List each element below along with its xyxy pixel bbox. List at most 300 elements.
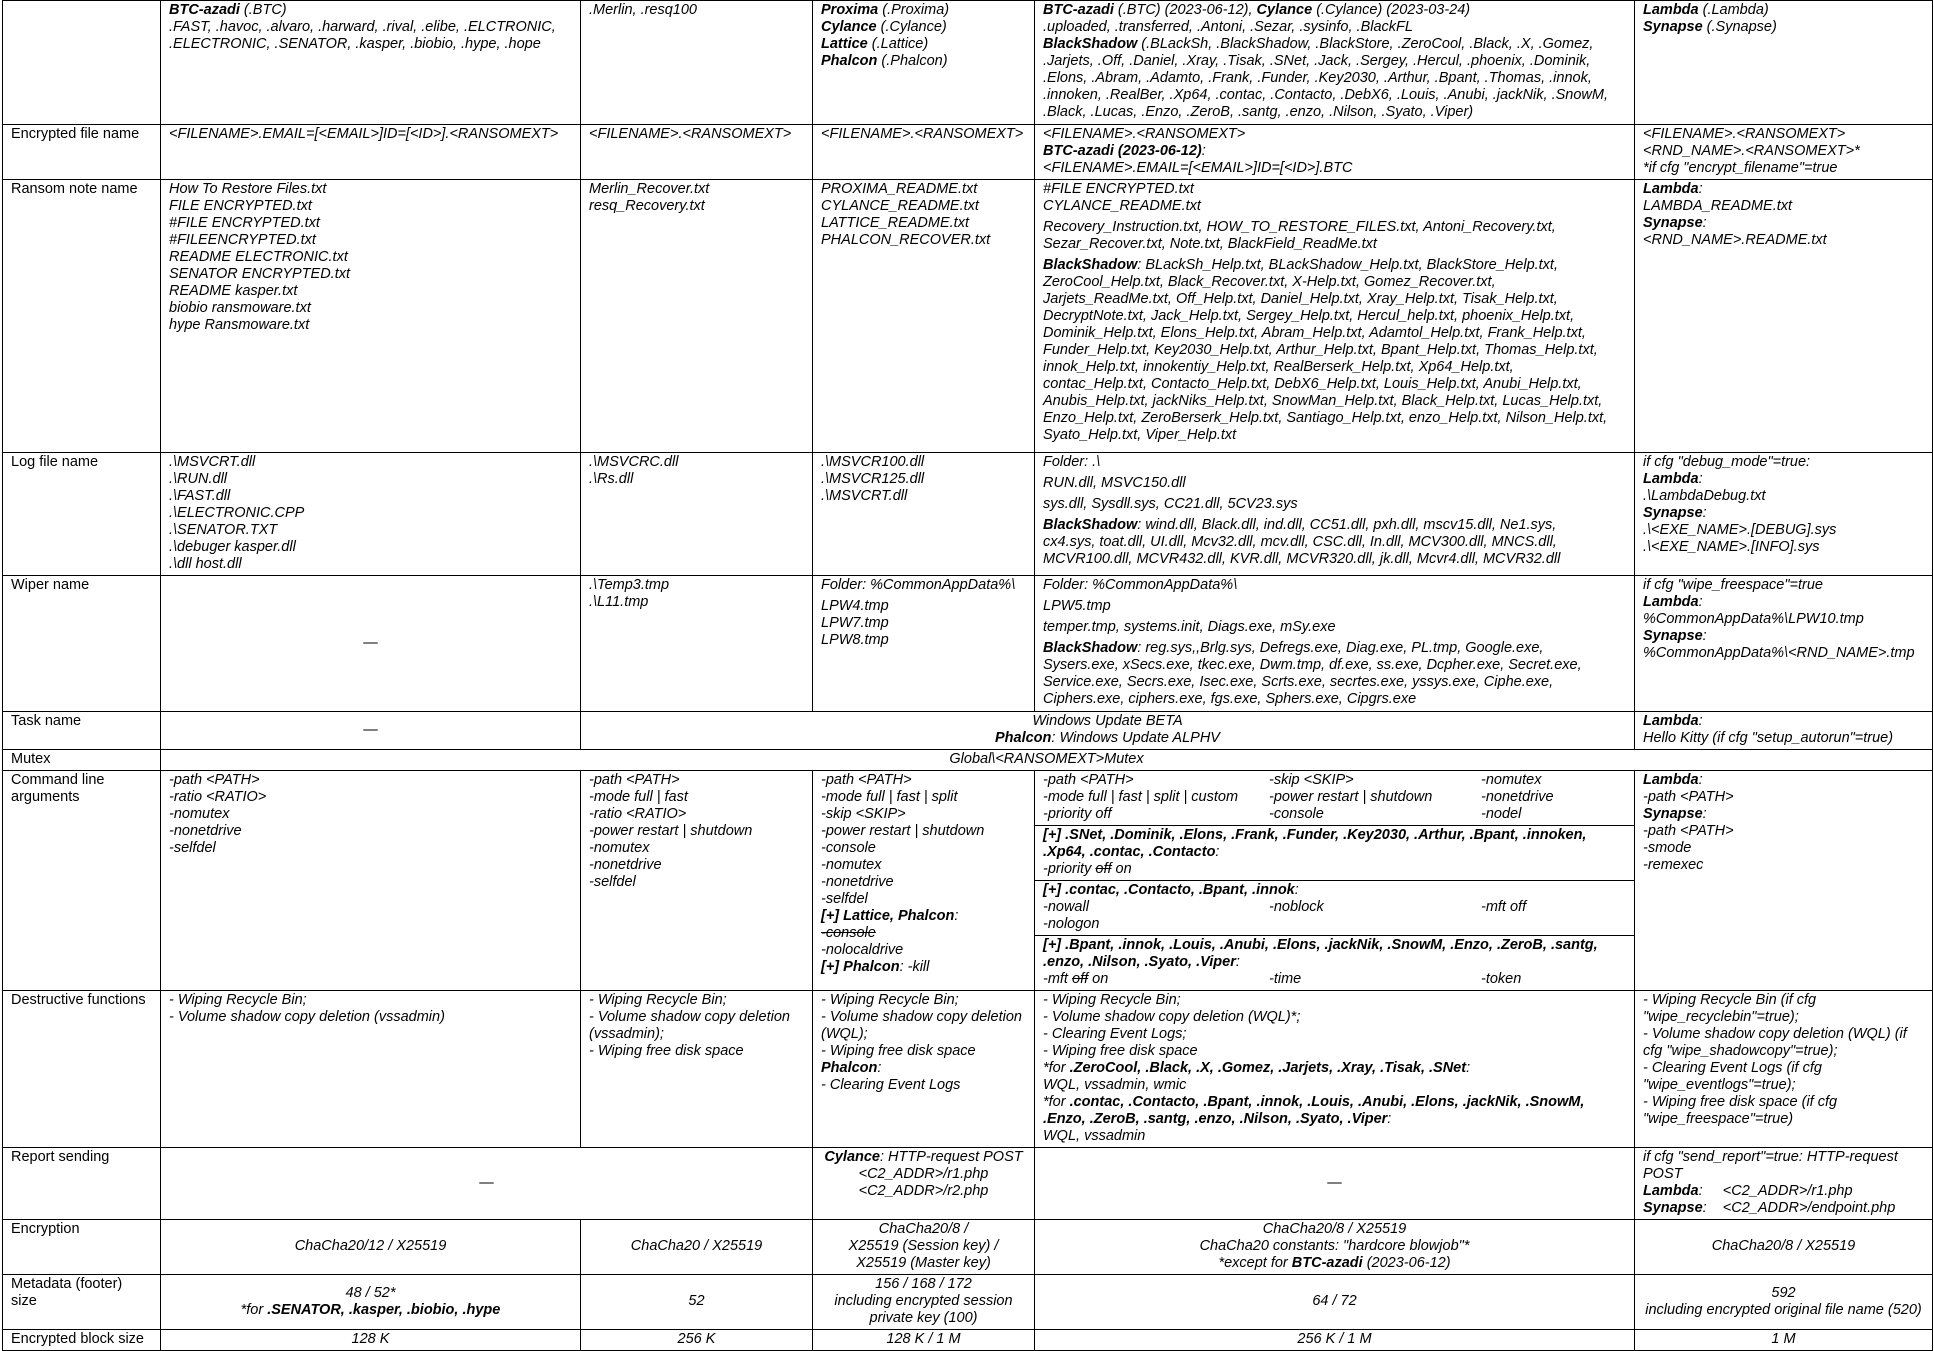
row-encrypted-block-size — [3, 1330, 1933, 1351]
text-line — [1643, 198, 1924, 215]
text-run: .Elons, .Abram, .Adamto, .Frank, .Funder, .Key2030, .Arthur, .Bpant, .Thomas, .innok, — [1043, 70, 1592, 86]
text-line — [589, 789, 804, 806]
text-line — [1643, 143, 1924, 160]
text-line — [821, 1009, 1026, 1026]
text-line — [1043, 844, 1626, 861]
text-line — [821, 1149, 1026, 1166]
text-line — [1043, 219, 1626, 236]
text-line — [821, 874, 1026, 891]
text-run: .\FAST.dll — [169, 488, 231, 504]
text-run: : — [1294, 882, 1299, 898]
text-line — [1643, 611, 1924, 628]
text-run: .uploaded, .transferred, .Antoni, .Sezar, .sysinfo, .BlackFL — [1043, 19, 1413, 35]
text-line — [169, 823, 572, 840]
text-run: if cfg "wipe_freespace"=true — [1643, 577, 1823, 593]
row-metadata-size — [3, 1275, 1933, 1330]
text-run: *for — [1043, 1060, 1070, 1076]
text-line — [1043, 691, 1626, 708]
cmd-bs-block-c-grid — [1043, 899, 1626, 933]
text-run: : — [1201, 143, 1206, 159]
text-line — [821, 19, 1026, 36]
text-line — [1043, 992, 1626, 1009]
cell-destr-blackshadow — [1035, 991, 1635, 1148]
text-run: .FAST, .havoc, .alvaro, .harward, .rival, .elibe, .ELCTRONIC, — [169, 19, 556, 35]
text-run: ChaCha20/12 / X25519 — [294, 1238, 447, 1254]
row-label: Wiper name — [3, 576, 161, 712]
text-line — [169, 1009, 572, 1026]
cell-meta-lambda — [1635, 1275, 1933, 1330]
cell-meta-merlin — [581, 1275, 813, 1330]
text-line — [1643, 454, 1924, 471]
text-run: .\Rs.dll — [589, 471, 634, 487]
text-run: PROXIMA_README.txt — [821, 181, 978, 197]
text-line — [1043, 674, 1626, 691]
text-line — [1043, 827, 1626, 844]
text-line — [821, 598, 1026, 615]
text-run: : — [1702, 806, 1707, 822]
row-label: Ransom note name — [3, 180, 161, 453]
cell-header-merlin — [581, 1, 813, 125]
arg-text: on — [1111, 861, 1132, 877]
text-run: [+] .contac, .Contacto, .Bpant, .innok — [1043, 882, 1295, 898]
text-line — [1043, 393, 1626, 410]
text-line — [1643, 181, 1924, 198]
text-line — [589, 840, 804, 857]
text-line — [589, 806, 804, 823]
text-run: (.Cylance) — [876, 19, 947, 35]
text-run: -path <PATH> — [169, 772, 260, 788]
text-run: -selfdel — [169, 840, 216, 856]
text-run: - Wiping free disk space — [1043, 1043, 1198, 1059]
text-run: Cylance — [821, 19, 877, 35]
wiper-bs-part-d — [1043, 640, 1626, 708]
text-run: .\ELECTRONIC.CPP — [169, 505, 305, 521]
cmd-bs-block-b-head — [1043, 827, 1626, 861]
text-run: (WQL); — [821, 1026, 868, 1042]
text-run: Lambda — [1643, 181, 1699, 197]
text-line — [589, 126, 804, 143]
cell-cmd-proxima — [813, 771, 1035, 991]
text-line — [1043, 1293, 1626, 1310]
text-run: -selfdel — [589, 874, 636, 890]
text-run: (2023-06-12) — [1362, 1255, 1451, 1271]
text-line — [1643, 1009, 1924, 1026]
arg: -noblock — [1269, 899, 1324, 915]
text-run: 48 / 52* — [345, 1284, 396, 1301]
row-label: Encryption — [3, 1220, 161, 1275]
text-line — [821, 840, 1026, 857]
text-run: [+] Phalcon — [821, 959, 900, 975]
text-run: Dominik_Help.txt, Elons_Help.txt, Abram_Help.txt, Adamtol_Help.txt, Frank_Help.txt, — [1043, 325, 1586, 341]
text-run: - Volume shadow copy deletion (WQL)*; — [1043, 1009, 1301, 1025]
text-line — [821, 857, 1026, 874]
text-run: Lattice — [821, 36, 868, 52]
text-line — [1043, 53, 1626, 70]
arg — [1481, 916, 1626, 933]
text-run: Proxima — [821, 2, 879, 18]
text-line — [821, 1043, 1026, 1060]
text-run: Service.exe, Secrs.exe, Isec.exe, Scrts.exe, secrtes.exe, yssys.exe, Ciphe.exe, — [1043, 674, 1554, 690]
text-run: (.BTC) — [239, 2, 287, 18]
text-line — [1043, 126, 1626, 143]
text-run: README kasper.txt — [169, 283, 298, 299]
arg: -priority off — [1043, 806, 1112, 822]
text-run: "wipe_recyclebin"=true); — [1643, 1009, 1799, 1025]
text-run: - Volume shadow copy deletion (vssadmin) — [169, 1009, 445, 1025]
text-line — [1043, 104, 1626, 121]
text-line — [1643, 522, 1924, 539]
text-line — [1043, 1111, 1626, 1128]
text-run: .\L11.tmp — [589, 594, 649, 610]
text-run: Lambda — [1643, 594, 1699, 610]
text-line — [1043, 325, 1626, 342]
text-run: sys.dll, Sysdll.sys, CC21.dll, 5CV23.sys — [1043, 496, 1298, 512]
row-label: Encrypted block size — [3, 1330, 161, 1351]
text-run: - Clearing Event Logs (if cfg — [1643, 1060, 1822, 1076]
text-line — [169, 181, 572, 198]
text-line — [169, 1285, 572, 1302]
cell-ransom-azadi — [161, 180, 581, 453]
text-line — [1643, 215, 1924, 232]
text-run: .\<EXE_NAME>.[INFO].sys — [1643, 539, 1820, 555]
text-line — [169, 772, 572, 789]
text-run: .enzo, .Nilson, .Syato, .Viper — [1043, 954, 1236, 970]
text-run: %CommonAppData%\<RND_NAME>.tmp — [1643, 645, 1915, 661]
cell-block-lambda: 1 M — [1635, 1330, 1933, 1351]
text-run: BTC-azadi — [1291, 1255, 1363, 1271]
row-label: Log file name — [3, 453, 161, 576]
text-line — [1643, 730, 1924, 747]
text-line — [1043, 376, 1626, 393]
text-line — [821, 1026, 1026, 1043]
text-line — [589, 857, 804, 874]
row-label: Command line arguments — [3, 771, 161, 991]
text-run: - Clearing Event Logs — [821, 1077, 961, 1093]
text-line — [821, 959, 1026, 976]
text-run: : -kill — [899, 959, 930, 975]
text-line — [821, 891, 1026, 908]
text-run: BTC-azadi — [169, 2, 240, 18]
text-line — [1643, 823, 1924, 840]
text-line — [589, 1293, 804, 1310]
text-line — [169, 266, 572, 283]
text-run: Folder: .\ — [1043, 454, 1101, 470]
cell-cmd-lambda — [1635, 771, 1933, 991]
text-line — [821, 1255, 1026, 1272]
text-line — [1643, 1183, 1924, 1200]
text-line — [1643, 789, 1924, 806]
text-line — [1043, 198, 1626, 215]
text-line — [1043, 1094, 1626, 1111]
text-run: *for — [1043, 1094, 1070, 1110]
text-line — [1643, 232, 1924, 249]
text-run: cfg "wipe_shadowcopy"=true); — [1643, 1043, 1838, 1059]
arg: -mft off — [1481, 899, 1527, 915]
text-run: BlackShadow — [1043, 36, 1138, 52]
text-run: (.Lambda) — [1698, 2, 1769, 18]
text-run: .innoken, .RealBer, .Xp64, .contac, .Contacto, .DebX6, .Louis, .Anubi, .jackNik, .SnowM, — [1043, 87, 1608, 103]
text-line — [169, 806, 572, 823]
arg: -nonetdrive — [1481, 789, 1554, 805]
text-run: : — [1698, 181, 1703, 197]
text-line — [169, 789, 572, 806]
cell-report-blackshadow: — — [1035, 1148, 1635, 1220]
arg: -power restart | shutdown — [1269, 789, 1433, 805]
text-run: contac_Help.txt, Contacto_Help.txt, DebX6_Help.txt, Louis_Help.txt, Anubi_Help.txt, — [1043, 376, 1582, 392]
cell-header-azadi — [161, 1, 581, 125]
cell-report-lambda — [1635, 1148, 1933, 1220]
text-line — [1043, 181, 1626, 198]
text-run: -mode full | fast — [589, 789, 688, 805]
text-run: WQL, vssadmin — [1043, 1128, 1146, 1144]
text-line — [1043, 454, 1626, 471]
text-run: <FILENAME>.<RANSOMEXT> — [1643, 126, 1846, 142]
text-run: biobio ransmoware.txt — [169, 300, 311, 316]
text-line — [821, 772, 1026, 789]
text-run: Folder: %CommonAppData%\ — [1043, 577, 1238, 593]
text-run: .\MSVCRT.dll — [821, 488, 908, 504]
text-run: -path <PATH> — [1643, 789, 1734, 805]
text-line — [821, 53, 1026, 70]
text-line — [821, 1060, 1026, 1077]
text-run: Phalcon — [821, 1060, 878, 1076]
text-run: BTC-azadi (2023-06-12) — [1043, 143, 1202, 159]
text-run: -nolocaldrive — [821, 942, 904, 958]
text-line — [1043, 1255, 1626, 1272]
text-run: (.Phalcon) — [877, 53, 948, 69]
text-line — [589, 454, 804, 471]
text-run: <C2_ADDR>/r1.php — [858, 1166, 989, 1182]
arg: -nodel — [1481, 806, 1522, 822]
cell-wiper-proxima — [813, 576, 1035, 712]
text-run: cx4.sys, toat.dll, UI.dll, Mcv32.dll, mcv.dll, CSC.dll, In.dll, MCV300.dll, MNCS.dll, — [1043, 534, 1557, 550]
cell-meta-proxima — [813, 1275, 1035, 1330]
text-line — [1043, 36, 1626, 53]
text-run: .\MSVCRT.dll — [169, 454, 256, 470]
text-line — [1643, 1043, 1924, 1060]
cell-encfile-proxima — [813, 125, 1035, 180]
text-line — [1043, 19, 1626, 36]
text-run: : — [1698, 772, 1703, 788]
arg-strike: off — [1095, 861, 1112, 877]
row-task-name — [3, 712, 1933, 750]
text-line — [169, 488, 572, 505]
cell-wiper-lambda — [1635, 576, 1933, 712]
text-run: .\SENATOR.TXT — [169, 522, 278, 538]
text-run: .\MSVCR125.dll — [821, 471, 925, 487]
text-run: How To Restore Files.txt — [169, 181, 327, 197]
text-line — [169, 36, 572, 53]
text-line — [589, 713, 1626, 730]
row-destructive-functions — [3, 991, 1933, 1148]
text-line — [1643, 1285, 1924, 1302]
text-line — [169, 1302, 572, 1319]
cell-block-merlin: 256 K — [581, 1330, 813, 1351]
text-line — [1043, 577, 1626, 594]
cell-enc-merlin — [581, 1220, 813, 1275]
wiper-bs-part-a — [1043, 577, 1626, 594]
text-run: *for — [240, 1301, 268, 1318]
text-run: -selfdel — [821, 891, 868, 907]
text-run: .\Temp3.tmp — [589, 577, 670, 593]
text-line — [821, 1310, 1026, 1327]
text-line — [1643, 126, 1924, 143]
cell-log-lambda — [1635, 453, 1933, 576]
text-run: Windows Update BETA — [1032, 713, 1183, 729]
text-line — [1643, 857, 1924, 874]
text-run: if cfg "send_report"=true: HTTP-request — [1643, 1149, 1898, 1165]
text-run: private key (100) — [869, 1310, 978, 1326]
text-run: .Xp64, .contac, .Contacto — [1043, 844, 1216, 860]
cmd-bs-grid — [1043, 772, 1626, 823]
text-line — [169, 215, 572, 232]
text-line — [821, 632, 1026, 649]
text-run: FILE ENCRYPTED.txt — [169, 198, 312, 214]
text-run: -mode full | fast | split — [821, 789, 958, 805]
text-run: 592 — [1771, 1284, 1796, 1301]
text-line — [1043, 1060, 1626, 1077]
text-line — [589, 1026, 804, 1043]
row-label-empty — [3, 1, 161, 125]
text-run: README ELECTRONIC.txt — [169, 249, 348, 265]
cell-meta-blackshadow — [1035, 1275, 1635, 1330]
text-line — [821, 215, 1026, 232]
text-run: : <C2_ADDR>/endpoint.php — [1702, 1200, 1896, 1216]
text-run: ChaCha20/8 / — [878, 1221, 969, 1237]
ransom-bs-part-b — [1043, 219, 1626, 253]
cell-task-lambda — [1635, 712, 1933, 750]
row-encryption — [3, 1220, 1933, 1275]
text-run: PHALCON_RECOVER.txt — [821, 232, 991, 248]
log-bs-part-b — [1043, 475, 1626, 492]
cell-log-merlin — [581, 453, 813, 576]
text-run: ZeroCool_Help.txt, Black_Recover.txt, X-Help.txt, Gomez_Recover.txt, — [1043, 274, 1496, 290]
text-run: : <C2_ADDR>/r1.php — [1698, 1183, 1853, 1199]
text-run: #FILEENCRYPTED.txt — [169, 232, 316, 248]
cmd-bs-block-c — [1035, 880, 1634, 933]
text-line — [1643, 19, 1924, 36]
text-run: Lambda — [1643, 2, 1699, 18]
row-command-line-arguments — [3, 771, 1933, 991]
text-line — [1043, 427, 1626, 444]
text-run: : — [1215, 844, 1220, 860]
text-run: -path <PATH> — [1643, 823, 1734, 839]
text-line — [821, 1166, 1026, 1183]
text-run: .ZeroCool, .Black, .X, .Gomez, .Jarjets, .Xray, .Tisak, .SNet — [1069, 1060, 1467, 1076]
text-run: -path <PATH> — [821, 772, 912, 788]
text-line — [1643, 713, 1924, 730]
text-line — [821, 471, 1026, 488]
text-line — [589, 1238, 804, 1255]
text-line — [589, 874, 804, 891]
text-run: LPW7.tmp — [821, 615, 889, 631]
cmd-bs-block-b-arg — [1043, 861, 1626, 878]
text-run: #FILE ENCRYPTED.txt — [169, 215, 320, 231]
text-line — [589, 772, 804, 789]
arg: -console — [1269, 806, 1324, 822]
text-line — [589, 577, 804, 594]
cell-header-blackshadow — [1035, 1, 1635, 125]
text-line — [589, 1009, 804, 1026]
text-run: 156 / 168 / 172 — [875, 1276, 972, 1292]
text-run: X25519 (Session key) / — [848, 1238, 999, 1254]
arg: -nologon — [1043, 916, 1100, 932]
row-label: Metadata (footer) size — [3, 1275, 161, 1330]
cmd-bs-block-b — [1035, 825, 1634, 878]
wiper-bs-part-c — [1043, 619, 1626, 636]
text-line — [589, 730, 1626, 747]
cell-log-proxima — [813, 453, 1035, 576]
cell-log-blackshadow — [1035, 453, 1635, 576]
cmd-bs-block-d-head — [1043, 937, 1626, 971]
text-line — [1643, 1200, 1924, 1217]
text-line — [1643, 806, 1924, 823]
text-run: - Wiping free disk space — [589, 1043, 744, 1059]
text-line — [1043, 1221, 1626, 1238]
row-label: Encrypted file name — [3, 125, 161, 180]
text-line — [821, 806, 1026, 823]
text-run: -console — [821, 840, 876, 856]
cell-encfile-blackshadow — [1035, 125, 1635, 180]
text-run: : — [1698, 713, 1703, 729]
text-run: <C2_ADDR>/r2.php — [858, 1183, 989, 1199]
text-run: BlackShadow — [1043, 257, 1138, 273]
text-run: WQL, vssadmin, wmic — [1043, 1077, 1187, 1093]
text-run: X25519 (Master key) — [856, 1255, 991, 1271]
text-run: -console — [821, 925, 876, 941]
text-run: 64 / 72 — [1312, 1293, 1357, 1309]
text-run: including encrypted session — [834, 1293, 1013, 1309]
text-line — [169, 522, 572, 539]
cell-destr-azadi — [161, 991, 581, 1148]
cell-report-proxima — [813, 1148, 1035, 1220]
row-label: Report sending — [3, 1148, 161, 1220]
cell-cmd-blackshadow — [1035, 771, 1635, 991]
cell-block-proxima: 128 K / 1 M — [813, 1330, 1035, 1351]
text-run: : — [1698, 594, 1703, 610]
text-run: .SENATOR, .kasper, .biobio, .hype — [267, 1301, 501, 1318]
text-run: BlackShadow — [1043, 640, 1138, 656]
text-run: .Merlin, .resq100 — [589, 2, 697, 18]
text-line — [1643, 840, 1924, 857]
text-run: : — [1702, 628, 1707, 644]
cell-wiper-merlin — [581, 576, 813, 712]
text-run: Ciphers.exe, ciphers.exe, fgs.exe, Sphers.exe, Cipgrs.exe — [1043, 691, 1417, 707]
text-run: <FILENAME>.<RANSOMEXT> — [821, 126, 1024, 142]
cell-task-azadi: — — [161, 712, 581, 750]
text-run: -nonetdrive — [821, 874, 894, 890]
cell-encfile-merlin — [581, 125, 813, 180]
log-bs-part-c — [1043, 496, 1626, 513]
text-run: - Volume shadow copy deletion — [589, 1009, 790, 1025]
text-run: -remexec — [1643, 857, 1704, 873]
text-line — [1643, 1166, 1924, 1183]
text-line — [1043, 274, 1626, 291]
text-line — [1043, 87, 1626, 104]
arg: -mode full | fast | split | custom — [1043, 789, 1239, 805]
text-line — [1043, 1043, 1626, 1060]
text-run: : — [1387, 1111, 1392, 1127]
text-line — [1043, 359, 1626, 376]
text-run: BlackShadow — [1043, 517, 1138, 533]
cell-enc-azadi — [161, 1220, 581, 1275]
text-line — [821, 126, 1026, 143]
text-run: -path <PATH> — [589, 772, 680, 788]
text-run: .\MSVCR100.dll — [821, 454, 925, 470]
row-report-sending — [3, 1148, 1933, 1220]
text-line — [169, 539, 572, 556]
text-line — [821, 181, 1026, 198]
